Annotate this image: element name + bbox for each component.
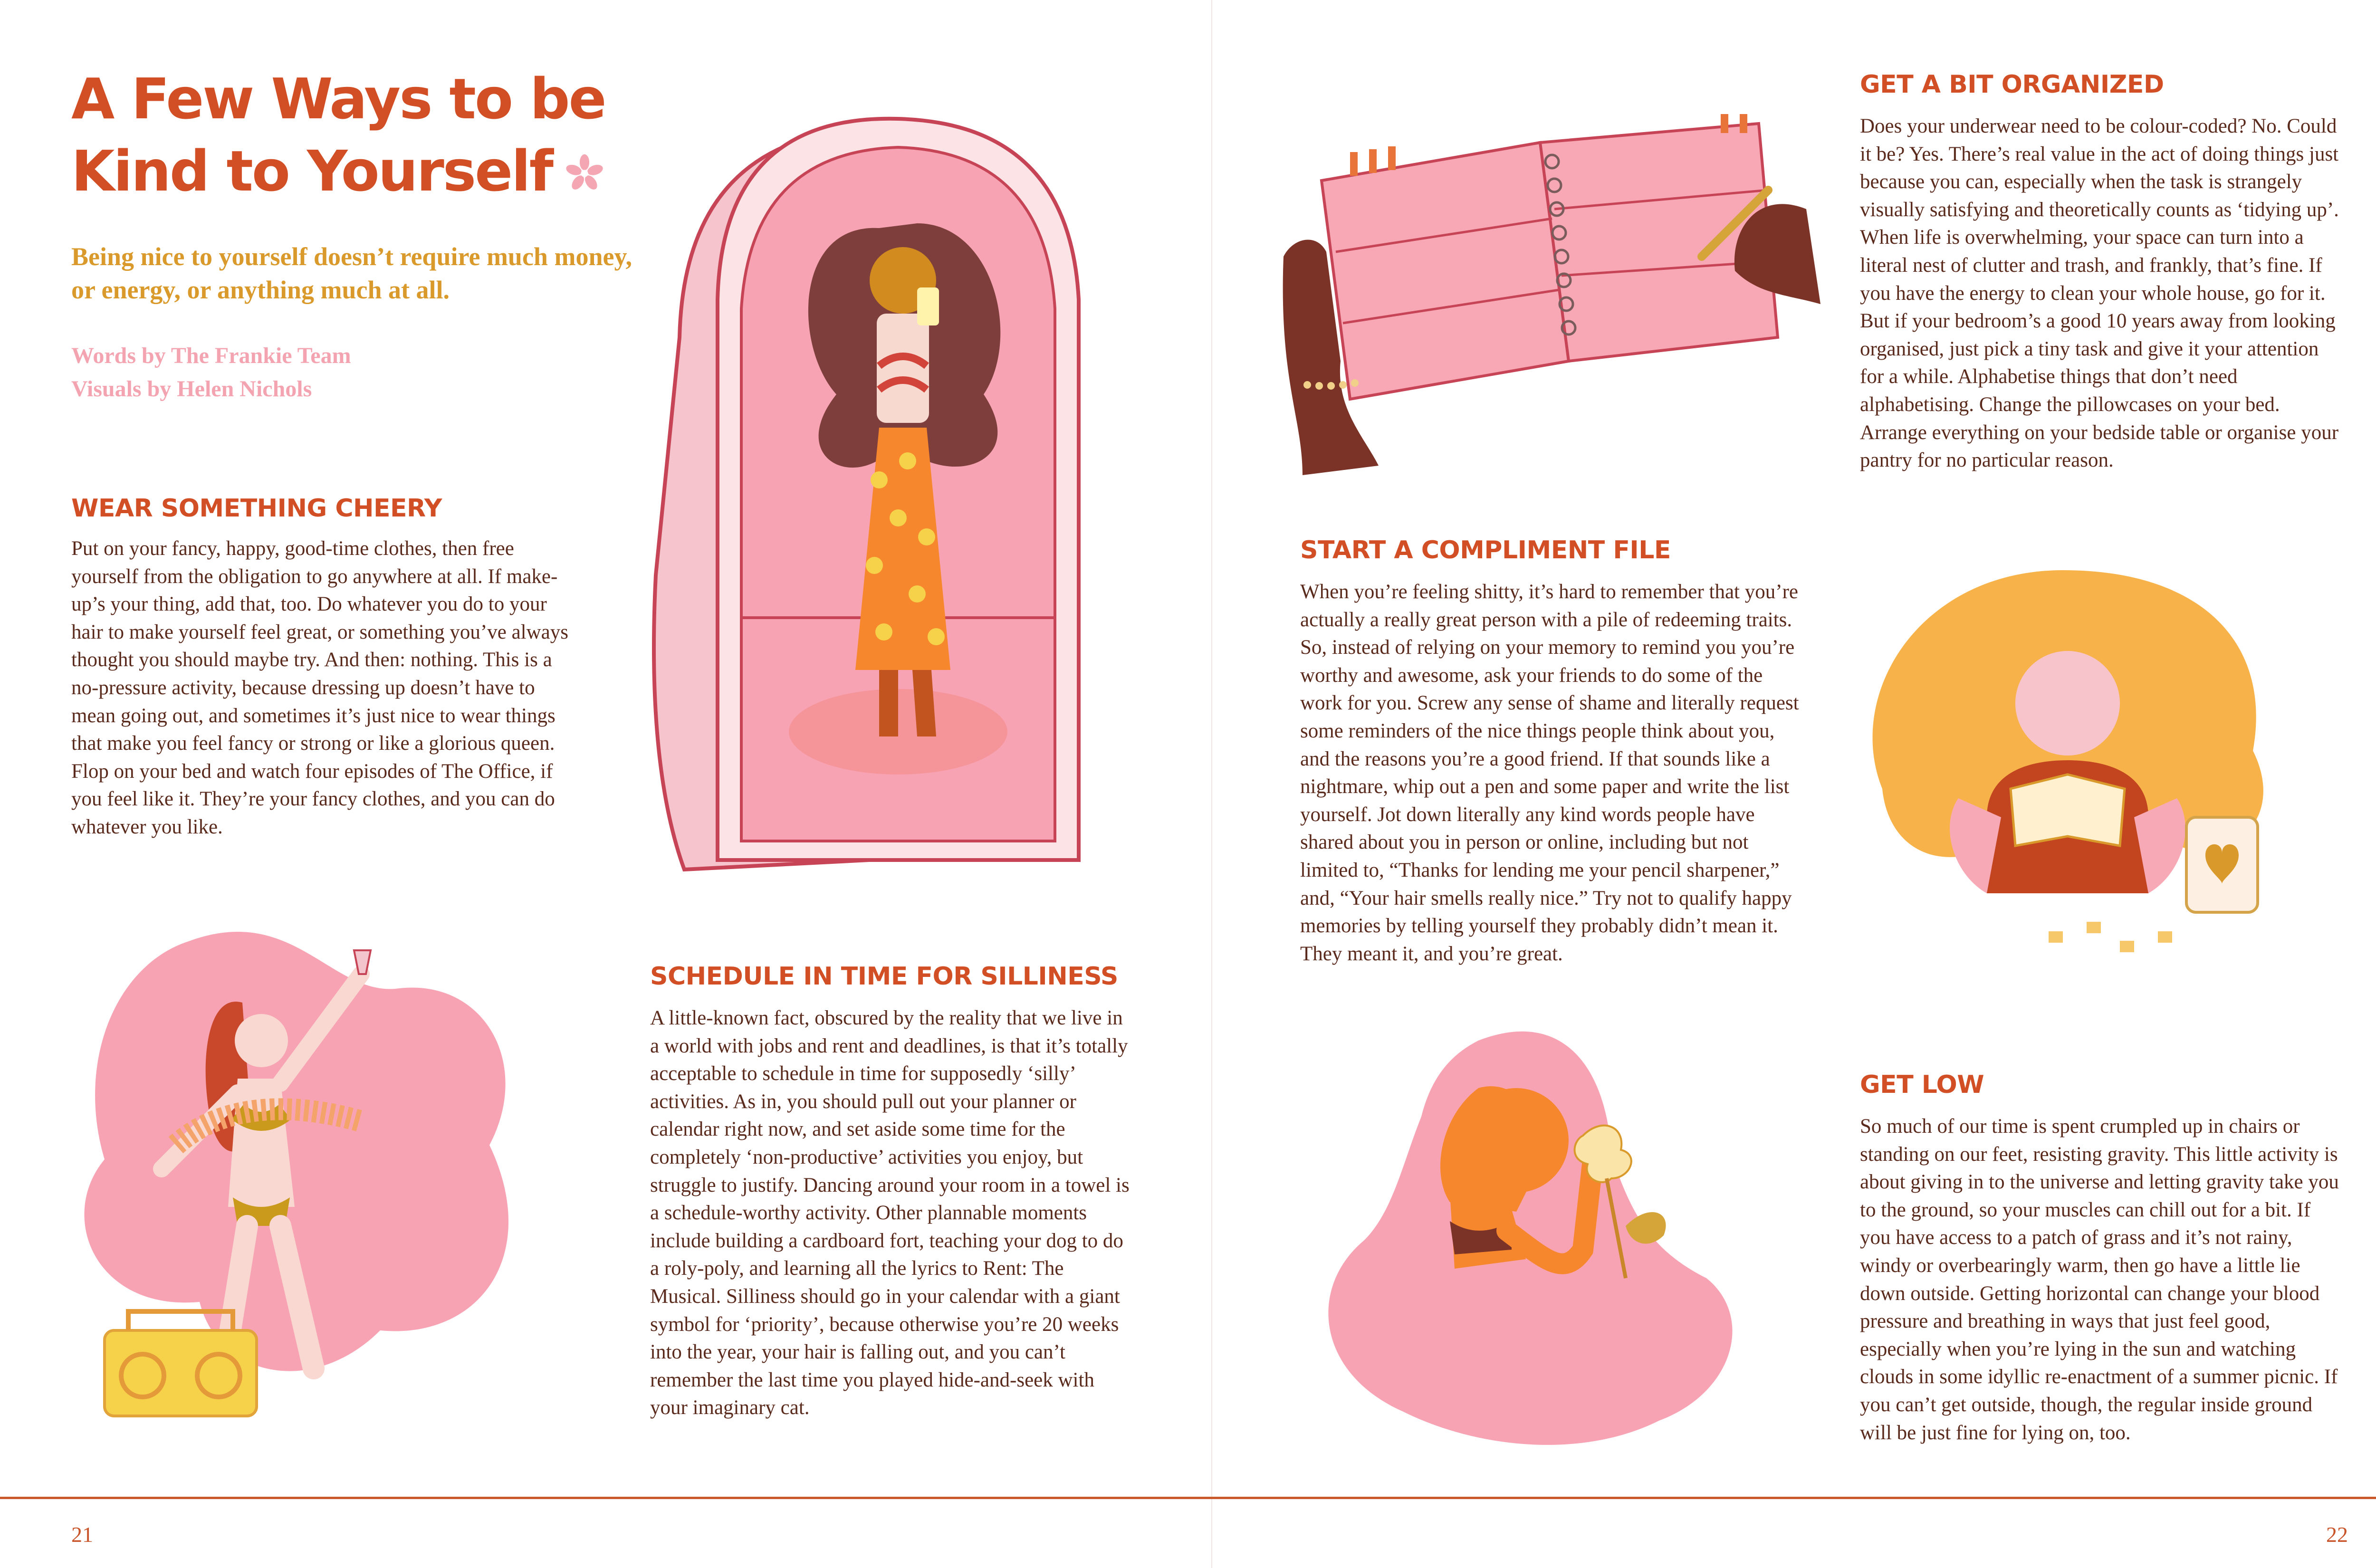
heading-start-compliment-file: START A COMPLIMENT FILE bbox=[1300, 536, 1671, 564]
mirror-selfie-illustration bbox=[613, 100, 1088, 879]
title-line-1: A Few Ways to be bbox=[71, 66, 605, 132]
body-wear-something-cheery: Put on your fancy, happy, good-time clothes, then free yourself from the obligation to go anywhere at all. If make-up’s your thing, add that, too. Do whatever you do to your hair to make yourself feel great, or something you’ve always thought you should maybe try. And then: nothing. This is a no-pressure activity, because dressing up doesn’t have to mean going out, and sometimes it’s just nice to wear things that make you feel fancy or strong or like a glorious queen. Flop on your bed and watch four episodes of The Office, if you feel like it. They’re your fancy clothes, and you can do whatever you like. bbox=[71, 537, 568, 838]
smelling-flower-illustration bbox=[1298, 1012, 1773, 1468]
footer-rule bbox=[0, 1497, 2376, 1499]
heading-get-a-bit-organized: GET A BIT ORGANIZED bbox=[1860, 70, 2164, 99]
page-title bbox=[71, 63, 665, 207]
visuals-credit: Visuals by Helen Nichols bbox=[71, 376, 312, 402]
body-get-low: So much of our time is spent crumpled up in chairs or standing on our feet, resisting gravity. This little activity is about giving in to the universe and letting gravity take you to the ground, so your muscles can chill out for a bit. If you have access to a patch of grass and it’s not rainy, windy or overbearingly warm, then go have a little lie down outside. Getting horizontal can change your blood pressure and breathing in ways that just feel good, especially when you’re lying in the sun and watching clouds in some idyllic re-enactment of a summer picnic. If you can’t get outside, though, the regular inside ground will be just fine for lying on, too. bbox=[1860, 1115, 2339, 1444]
dancing-in-towel-illustration bbox=[67, 922, 570, 1473]
page-right bbox=[1212, 0, 2376, 1568]
planner-hands-illustration bbox=[1274, 114, 1820, 475]
body-start-compliment-file: When you’re feeling shitty, it’s hard to remember that you’re actually a really great person with a pile of redeeming traits. So, instead of relying on your memory to remind you you’re worthy and awesome, ask your friends to do some of the work for you. Screw any sense of shame and literally request some reminders of the nice things people think about you, and the reasons you’re a good friend. If that sounds like a nightmare, whip out a pen and some paper and write the list yourself. Jot down literally any kind words people have shared about you in person or online, including but not limited to, “Thanks for lending me your pencil sharpener,” and, “Your hair smells really nice.” Try not to qualify happy memories by telling yourself they probably didn’t mean it. They meant it, and you’re great. bbox=[1300, 581, 1799, 965]
body-get-a-bit-organized: Does your underwear need to be colour-coded? No. Could it be? Yes. There’s real value in the act of doing things just because you can, especially when the task is strangely visually satisfying and theoretically counts as ‘tidying up’. When life is overwhelming, your space can turn into a literal nest of clutter and trash, and frankly, that’s fine. If you have the energy to clean your whole house, go for it. But if your bedroom’s a good 10 years away from looking organised, just pick a tiny task and give it your attention for a while. Alphabetise things that don’t need alphabetising. Change the pillowcases on your bed. Arrange everything on your bedside table or organise your pantry for no particular reason. bbox=[1860, 115, 2339, 472]
title-line-2-text: Kind to Yourself bbox=[71, 138, 552, 204]
page-number-right: 22 bbox=[2326, 1522, 2348, 1547]
standfirst: Being nice to yourself doesn’t require much money, or energy, or anything much at all. bbox=[71, 242, 632, 304]
words-credit: Words by The Frankie Team bbox=[71, 343, 351, 368]
page-number-left: 21 bbox=[71, 1522, 93, 1547]
heading-schedule-silliness: SCHEDULE IN TIME FOR SILLINESS bbox=[650, 962, 1118, 991]
flower-icon bbox=[565, 153, 604, 193]
title-line-2 bbox=[71, 135, 665, 207]
body-schedule-silliness: A little-known fact, obscured by the reality that we live in a world with jobs and rent and deadlines, is that it’s totally acceptable to schedule in time for supposedly ‘silly’ activities. As in, you should pull out your planner or calendar right now, and set aside some time for the completely ‘non-productive’ activities you enjoy, but struggle to justify. Dancing around your room in a towel is a schedule-worthy activity. Other plannable moments include building a cardboard fort, teaching your dog to do a roly-poly, and learning all the lyrics to Rent: The Musical. Silliness should go in your calendar with a giant symbol for ‘priority’, because otherwise you’re 20 weeks into the year, your hair is falling out, and you can’t remember the last time you played hide-and-seek with your imaginary cat. bbox=[650, 1007, 1130, 1419]
heading-wear-something-cheery: WEAR SOMETHING CHEERY bbox=[71, 494, 442, 523]
reading-compliments-illustration bbox=[1844, 551, 2319, 979]
heading-get-low: GET LOW bbox=[1860, 1071, 1984, 1099]
